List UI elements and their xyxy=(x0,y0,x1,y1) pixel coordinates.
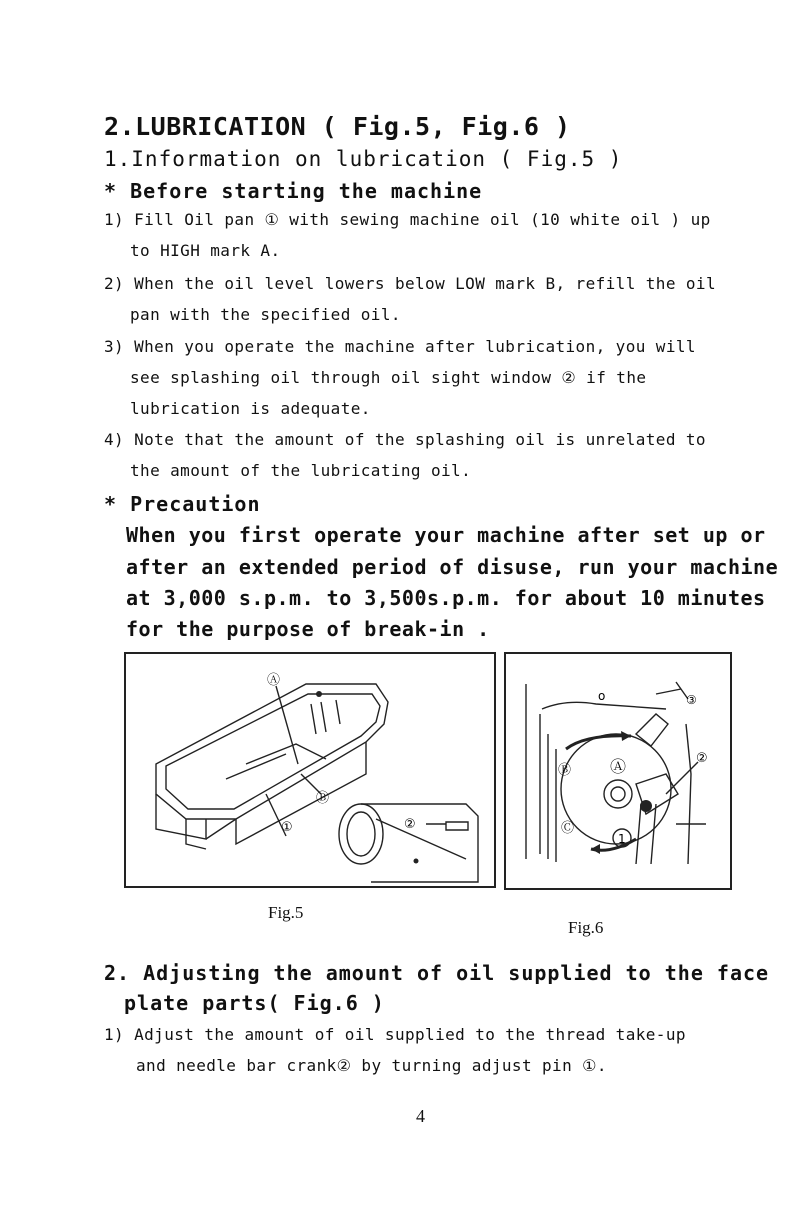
section-title: 2.LUBRICATION ( Fig.5, Fig.6 ) xyxy=(104,112,571,141)
face-plate-illustration xyxy=(506,654,730,888)
fig6-label-c: Ⓒ xyxy=(561,821,575,836)
fig6-caption: Fig.6 xyxy=(568,918,604,937)
precaution-line-1: When you first operate your machine after set up or xyxy=(126,523,766,547)
item-4-line-1: 4) Note that the amount of the splashing oil is unrelated to xyxy=(104,430,706,449)
section2-title-line-1: 2. Adjusting the amount of oil supplied to the face xyxy=(104,961,770,985)
item-2-line-2: pan with the specified oil. xyxy=(130,305,401,324)
fig6-label-2: ② xyxy=(696,751,708,766)
precaution-line-4: for the purpose of break-in . xyxy=(126,617,490,641)
figure-5-oil-pan xyxy=(124,652,496,888)
fig5-label-a: Ⓐ xyxy=(267,673,281,688)
fig6-label-1: 1 xyxy=(618,832,626,846)
oil-pan-illustration xyxy=(126,654,494,886)
before-starting-heading: * Before starting the machine xyxy=(104,179,483,203)
fig6-label-b: Ⓑ xyxy=(558,763,572,778)
item-1-line-1: 1) Fill Oil pan ① with sewing machine oil (10 white oil ) up xyxy=(104,210,711,229)
fig5-label-2: ② xyxy=(404,817,416,832)
item-3-line-3: lubrication is adequate. xyxy=(130,399,371,418)
item-4-line-2: the amount of the lubricating oil. xyxy=(130,461,472,480)
section2-title-line-2: plate parts( Fig.6 ) xyxy=(124,991,385,1015)
fig5-label-b: Ⓑ xyxy=(316,791,330,806)
section2-item-line-2: and needle bar crank② by turning adjust pin ①. xyxy=(136,1056,607,1075)
fig5-caption: Fig.5 xyxy=(268,903,304,922)
fig6-label-3: ③ xyxy=(686,693,697,707)
page-number: 4 xyxy=(416,1106,425,1126)
precaution-line-3: at 3,000 s.p.m. to 3,500s.p.m. for about 10 minutes xyxy=(126,586,766,610)
precaution-line-2: after an extended period of disuse, run your machine xyxy=(126,555,779,579)
figure-6-face-plate xyxy=(504,652,732,890)
item-1-line-2: to HIGH mark A. xyxy=(130,241,281,260)
item-2-line-1: 2) When the oil level lowers below LOW mark B, refill the oil xyxy=(104,274,717,293)
section2-item-line-1: 1) Adjust the amount of oil supplied to the thread take-up xyxy=(104,1025,686,1044)
precaution-heading: * Precaution xyxy=(104,492,261,516)
fig6-label-a: Ⓐ xyxy=(610,757,627,776)
item-3-line-1: 3) When you operate the machine after lubrication, you will xyxy=(104,337,696,356)
item-3-line-2: see splashing oil through oil sight window ② if the xyxy=(130,368,647,387)
fig6-label-o: o xyxy=(598,689,606,703)
subsection-title: 1.Information on lubrication ( Fig.5 ) xyxy=(104,147,623,171)
fig5-label-1: ① xyxy=(281,820,293,835)
